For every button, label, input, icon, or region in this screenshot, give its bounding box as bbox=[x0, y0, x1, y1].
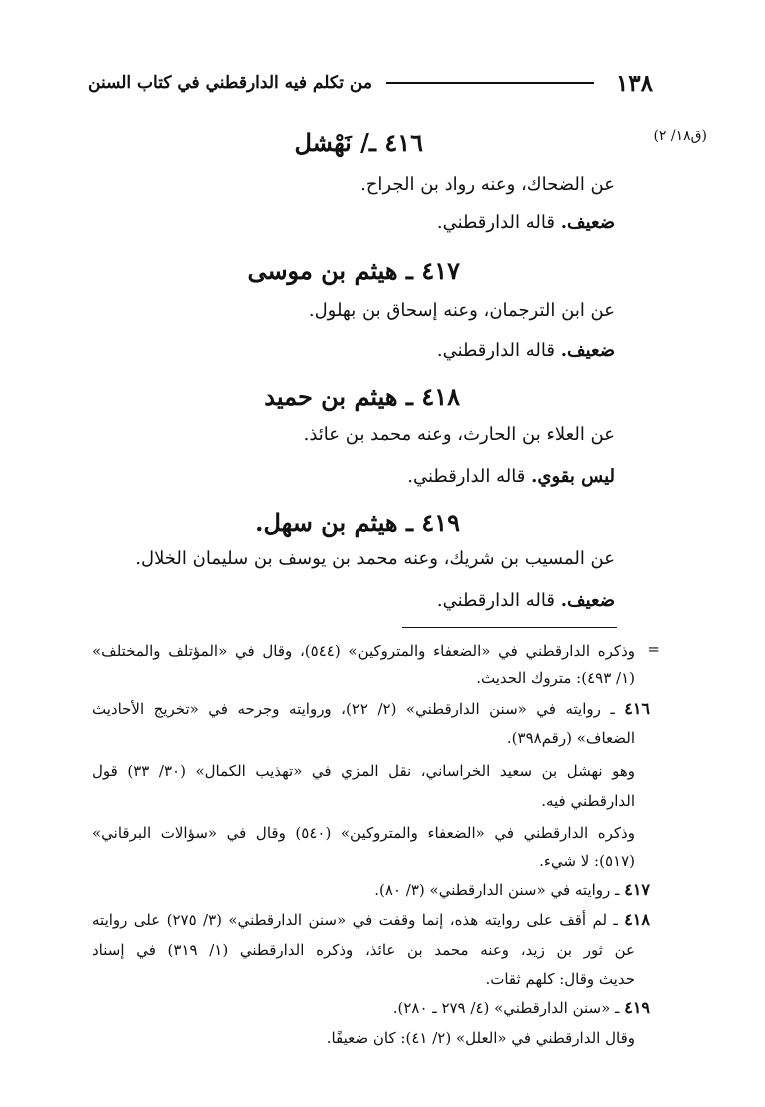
footnote-419-line-1 bbox=[92, 997, 650, 1019]
footnote-416-text-1: ـ روايته في «سنن الدارقطني» (٢/ ٢٢)، وروايته وجرحه في «تخريج الأحاديث bbox=[92, 700, 625, 718]
entry-416-grade: ضعيف. bbox=[560, 212, 615, 233]
entry-417-narration: عن ابن الترجمان، وعنه إسحاق بن بهلول. bbox=[308, 300, 615, 321]
running-title: من تكلم فيه الدارقطني في كتاب السنن bbox=[88, 73, 372, 93]
footnote-416-line-6: (٥١٧): لا شيء. bbox=[539, 852, 635, 870]
footnote-continuation-line-2: (١/ ٤٩٣): متروك الحديث. bbox=[476, 669, 635, 687]
entry-419-grade: ضعيف. bbox=[560, 590, 615, 611]
footnote-418-text-1: ـ لم أقف على روايته هذه، إنما وقفت في «سنن الدارقطني» (٣/ ٢٧٥) على روايته bbox=[92, 911, 625, 929]
entry-419-grade-line bbox=[437, 590, 615, 611]
entry-419-verdict: قاله الدارقطني. bbox=[436, 590, 561, 611]
entry-419-narration: عن المسيب بن شريك، وعنه محمد بن يوسف بن سليمان الخلال. bbox=[135, 548, 615, 569]
entry-418-grade-line bbox=[407, 466, 615, 487]
footnote-418-line-1 bbox=[92, 909, 650, 931]
page-number: ١٣٨ bbox=[615, 69, 653, 97]
footnote-417-number: ٤١٧ bbox=[624, 880, 650, 899]
entry-heading-418: ٤١٨ ـ هيثم بن حميد bbox=[264, 382, 460, 411]
footnote-continuation-line-1: وذكره الدارقطني في «الضعفاء والمتروكين» (٥٤٤)، وقال في «المؤتلف والمختلف» bbox=[92, 642, 635, 660]
entry-417-verdict: قاله الدارقطني. bbox=[436, 340, 561, 361]
header-rule bbox=[386, 82, 594, 84]
entry-417-grade: ضعيف. bbox=[560, 340, 615, 361]
footnote-419-line-2: وقال الدارقطني في «العلل» (٢/ ٤١): كان ضعيفًا. bbox=[326, 1029, 635, 1047]
entry-heading-416: ٤١٦ ـ/ نَهْشل bbox=[294, 128, 423, 157]
footnote-417-text-1: ـ روايته في «سنن الدارقطني» (٣/ ٨٠). bbox=[374, 881, 625, 899]
footnote-416-line-3: وهو نهشل بن سعيد الخراساني، نقل المزي في «تهذيب الكمال» (٣٠/ ٣٣) قول bbox=[92, 762, 635, 780]
entry-heading-419: ٤١٩ ـ هيثم بن سهل. bbox=[255, 508, 460, 537]
entry-416-verdict: قاله الدارقطني. bbox=[436, 212, 561, 233]
entry-416-narration: عن الضحاك، وعنه رواد بن الجراح. bbox=[360, 174, 615, 195]
entry-418-narration: عن العلاء بن الحارث، وعنه محمد بن عائذ. bbox=[303, 424, 615, 445]
footnote-416-number: ٤١٦ bbox=[624, 699, 650, 718]
footnote-418-line-3: حديث وقال: كلهم ثقات. bbox=[485, 970, 635, 988]
footnote-417-line-1 bbox=[92, 879, 650, 901]
footnote-419-text-1: ـ «سنن الدارقطني» (٤/ ٢٧٩ ـ ٢٨٠). bbox=[392, 999, 625, 1017]
footnote-418-number: ٤١٨ bbox=[624, 910, 650, 929]
footnote-418-line-2: عن ثور بن زيد، وعنه محمد بن عائذ، وذكره الدارقطني (١/ ٣١٩) في إسناد bbox=[92, 941, 635, 959]
footnote-separator bbox=[402, 627, 617, 628]
footnote-416-line-5: وذكره الدارقطني في «الضعفاء والمتروكين» (٥٤٠) وقال في «سؤالات البرقاني» bbox=[92, 824, 635, 842]
entry-heading-417: ٤١٧ ـ هيثم بن موسى bbox=[247, 256, 460, 285]
entry-416-grade-line bbox=[437, 212, 615, 233]
footnote-continuation-mark: = bbox=[647, 640, 660, 658]
footnote-416-line-4: الدارقطني فيه. bbox=[541, 792, 635, 810]
footnote-416-line-1 bbox=[92, 698, 650, 720]
footnote-419-number: ٤١٩ bbox=[624, 998, 650, 1017]
running-header bbox=[88, 66, 653, 100]
entry-418-grade: ليس بقوي. bbox=[531, 466, 615, 487]
manuscript-folio-note: (ق١٨/ ٢) bbox=[653, 128, 707, 144]
entry-417-grade-line bbox=[437, 340, 615, 361]
footnote-416-line-2: الضعاف» (رقم٣٩٨). bbox=[506, 729, 635, 747]
entry-418-verdict: قاله الدارقطني. bbox=[407, 466, 532, 487]
